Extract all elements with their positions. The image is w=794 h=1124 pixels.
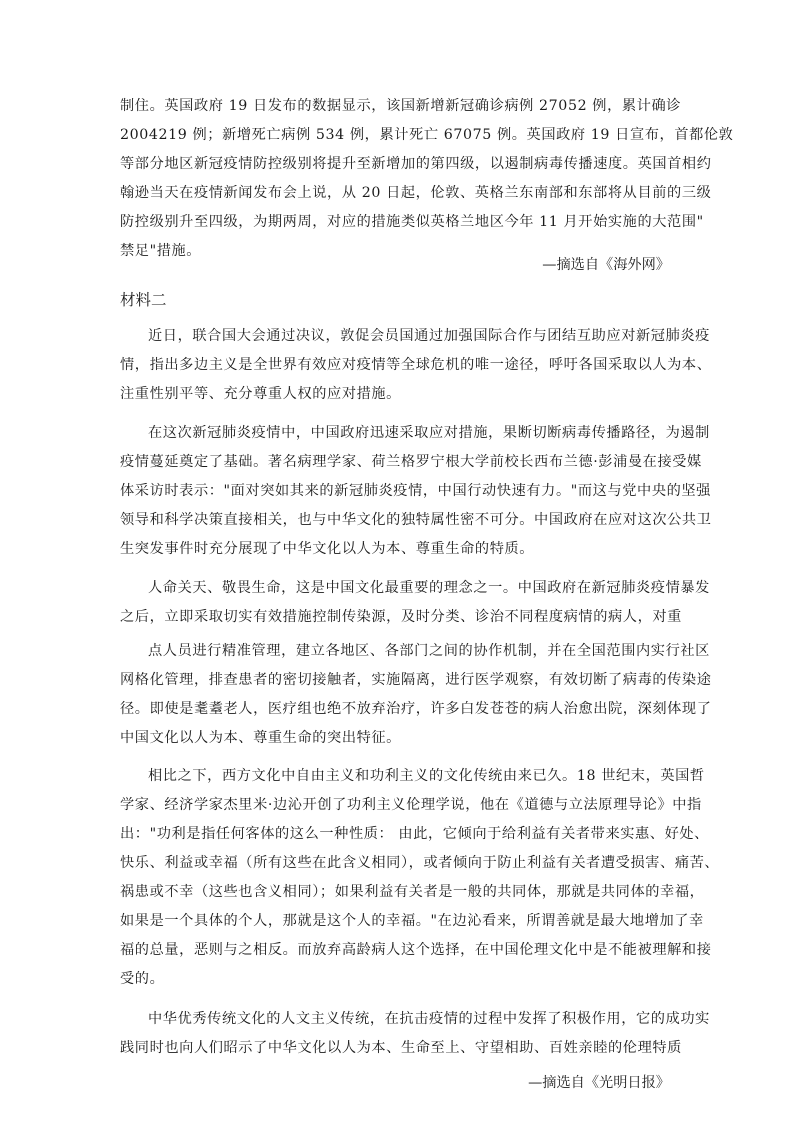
paragraph-line: 之后，立即采取切实有效措施控制传染源，及时分类、诊治不同程度病情的病人，对重 bbox=[120, 609, 682, 625]
paragraph-line: 生突发事件时充分展现了中华文化以人为本、尊重生命的特质。 bbox=[120, 541, 535, 557]
paragraph-line: 2004219 例；新增死亡病例 534 例，累计死亡 67075 例。英国政府 19 日宣布，首都伦敦 bbox=[120, 127, 734, 143]
source-citation: —摘选自《海外网》 bbox=[542, 257, 670, 273]
paragraph-line: 禁足"措施。 bbox=[120, 243, 202, 259]
paragraph-line: 践同时也向人们昭示了中华文化以人为本、生命至上、守望相助、百姓亲睦的伦理特质 bbox=[120, 1040, 682, 1056]
paragraph-line: 领导和科学决策直接相关，也与中华文化的独特属性密不可分。中国政府在应对这次公共卫 bbox=[120, 512, 712, 528]
paragraph-line: 疫情蔓延奠定了基础。著名病理学家、荷兰格罗宁根大学前校长西布兰德·彭浦曼在接受媒 bbox=[120, 454, 702, 470]
paragraph-line: 径。即使是耄耋老人，医疗组也绝不放弃治疗，许多白发苍苍的病人治愈出院，深刻体现了 bbox=[120, 701, 712, 717]
paragraph-line: 网格化管理，排查患者的密切接触者，实施隔离，进行医学观察，有效切断了病毒的传染途 bbox=[120, 672, 712, 688]
paragraph-line: 注重性别平等、充分尊重人权的应对措施。 bbox=[120, 386, 401, 402]
paragraph-line: 福的总量，恶则与之相反。而放弃高龄病人这个选择，在中国伦理文化中是不能被理解和接 bbox=[120, 942, 712, 958]
source-citation: —摘选自《光明日报》 bbox=[528, 1075, 670, 1091]
paragraph-line: 防控级别升至四级，为期两周，对应的措施类似英格兰地区今年 11 月开始实施的大范围" bbox=[120, 214, 704, 230]
paragraph-line: 中国文化以人为本、尊重生命的突出特征。 bbox=[120, 730, 401, 746]
paragraph-line: 如果是一个具体的个人，那就是这个人的幸福。"在边沁看来，所谓善就是最大地增加了幸 bbox=[120, 913, 704, 929]
paragraph-line: 制住。英国政府 19 日发布的数据显示，该国新增新冠确诊病例 27052 例，累计确诊 bbox=[120, 98, 682, 114]
paragraph-line: 快乐、利益或幸福（所有这些在此含义相同），或者倾向于防止利益有关者遭受损害、痛苦、 bbox=[120, 855, 720, 871]
section-heading: 材料二 bbox=[120, 291, 167, 309]
paragraph-line: 中华优秀传统文化的人文主义传统，在抗击疫情的过程中发挥了积极作用，它的成功实 bbox=[148, 1011, 710, 1027]
paragraph-line: 出："功利是指任何客体的这么一种性质： 由此，它倾向于给利益有关者带来实惠、好处、 bbox=[120, 826, 709, 842]
paragraph-line: 翰逊当天在疫情新闻发布会上说，从 20 日起，伦敦、英格兰东南部和东部将从目前的三级 bbox=[120, 185, 712, 201]
paragraph-line: 人命关天、敬畏生命，这是中国文化最重要的理念之一。中国政府在新冠肺炎疫情暴发 bbox=[148, 580, 710, 596]
paragraph-line: 在这次新冠肺炎疫情中，中国政府迅速采取应对措施，果断切断病毒传播路径，为遏制 bbox=[148, 425, 710, 441]
paragraph-line: 点人员进行精准管理，建立各地区、各部门之间的协作机制，并在全国范围内实行社区 bbox=[148, 643, 710, 659]
paragraph-line: 相比之下，西方文化中自由主义和功利主义的文化传统由来已久。18 世纪末，英国哲 bbox=[148, 768, 705, 784]
paragraph-line: 学家、经济学家杰里米·边沁开创了功利主义伦理学说，他在《道德与立法原理导论》中指 bbox=[120, 797, 702, 813]
paragraph-line: 祸患或不幸（这些也含义相同）；如果利益有关者是一般的共同体，那就是共同体的幸福， bbox=[120, 884, 705, 900]
paragraph-line: 近日，联合国大会通过决议，敦促会员国通过加强国际合作与团结互助应对新冠肺炎疫 bbox=[148, 328, 710, 344]
paragraph-line: 情，指出多边主义是全世界有效应对疫情等全球危机的唯一途径，呼吁各国采取以人为本、 bbox=[120, 357, 712, 373]
paragraph-line: 受的。 bbox=[120, 971, 165, 987]
paragraph-line: 等部分地区新冠疫情防控级别将提升至新增加的第四级，以遏制病毒传播速度。英国首相约 bbox=[120, 156, 712, 172]
paragraph-line: 体采访时表示："面对突如其来的新冠肺炎疫情，中国行动快速有力。"而这与党中央的坚强 bbox=[120, 483, 711, 499]
